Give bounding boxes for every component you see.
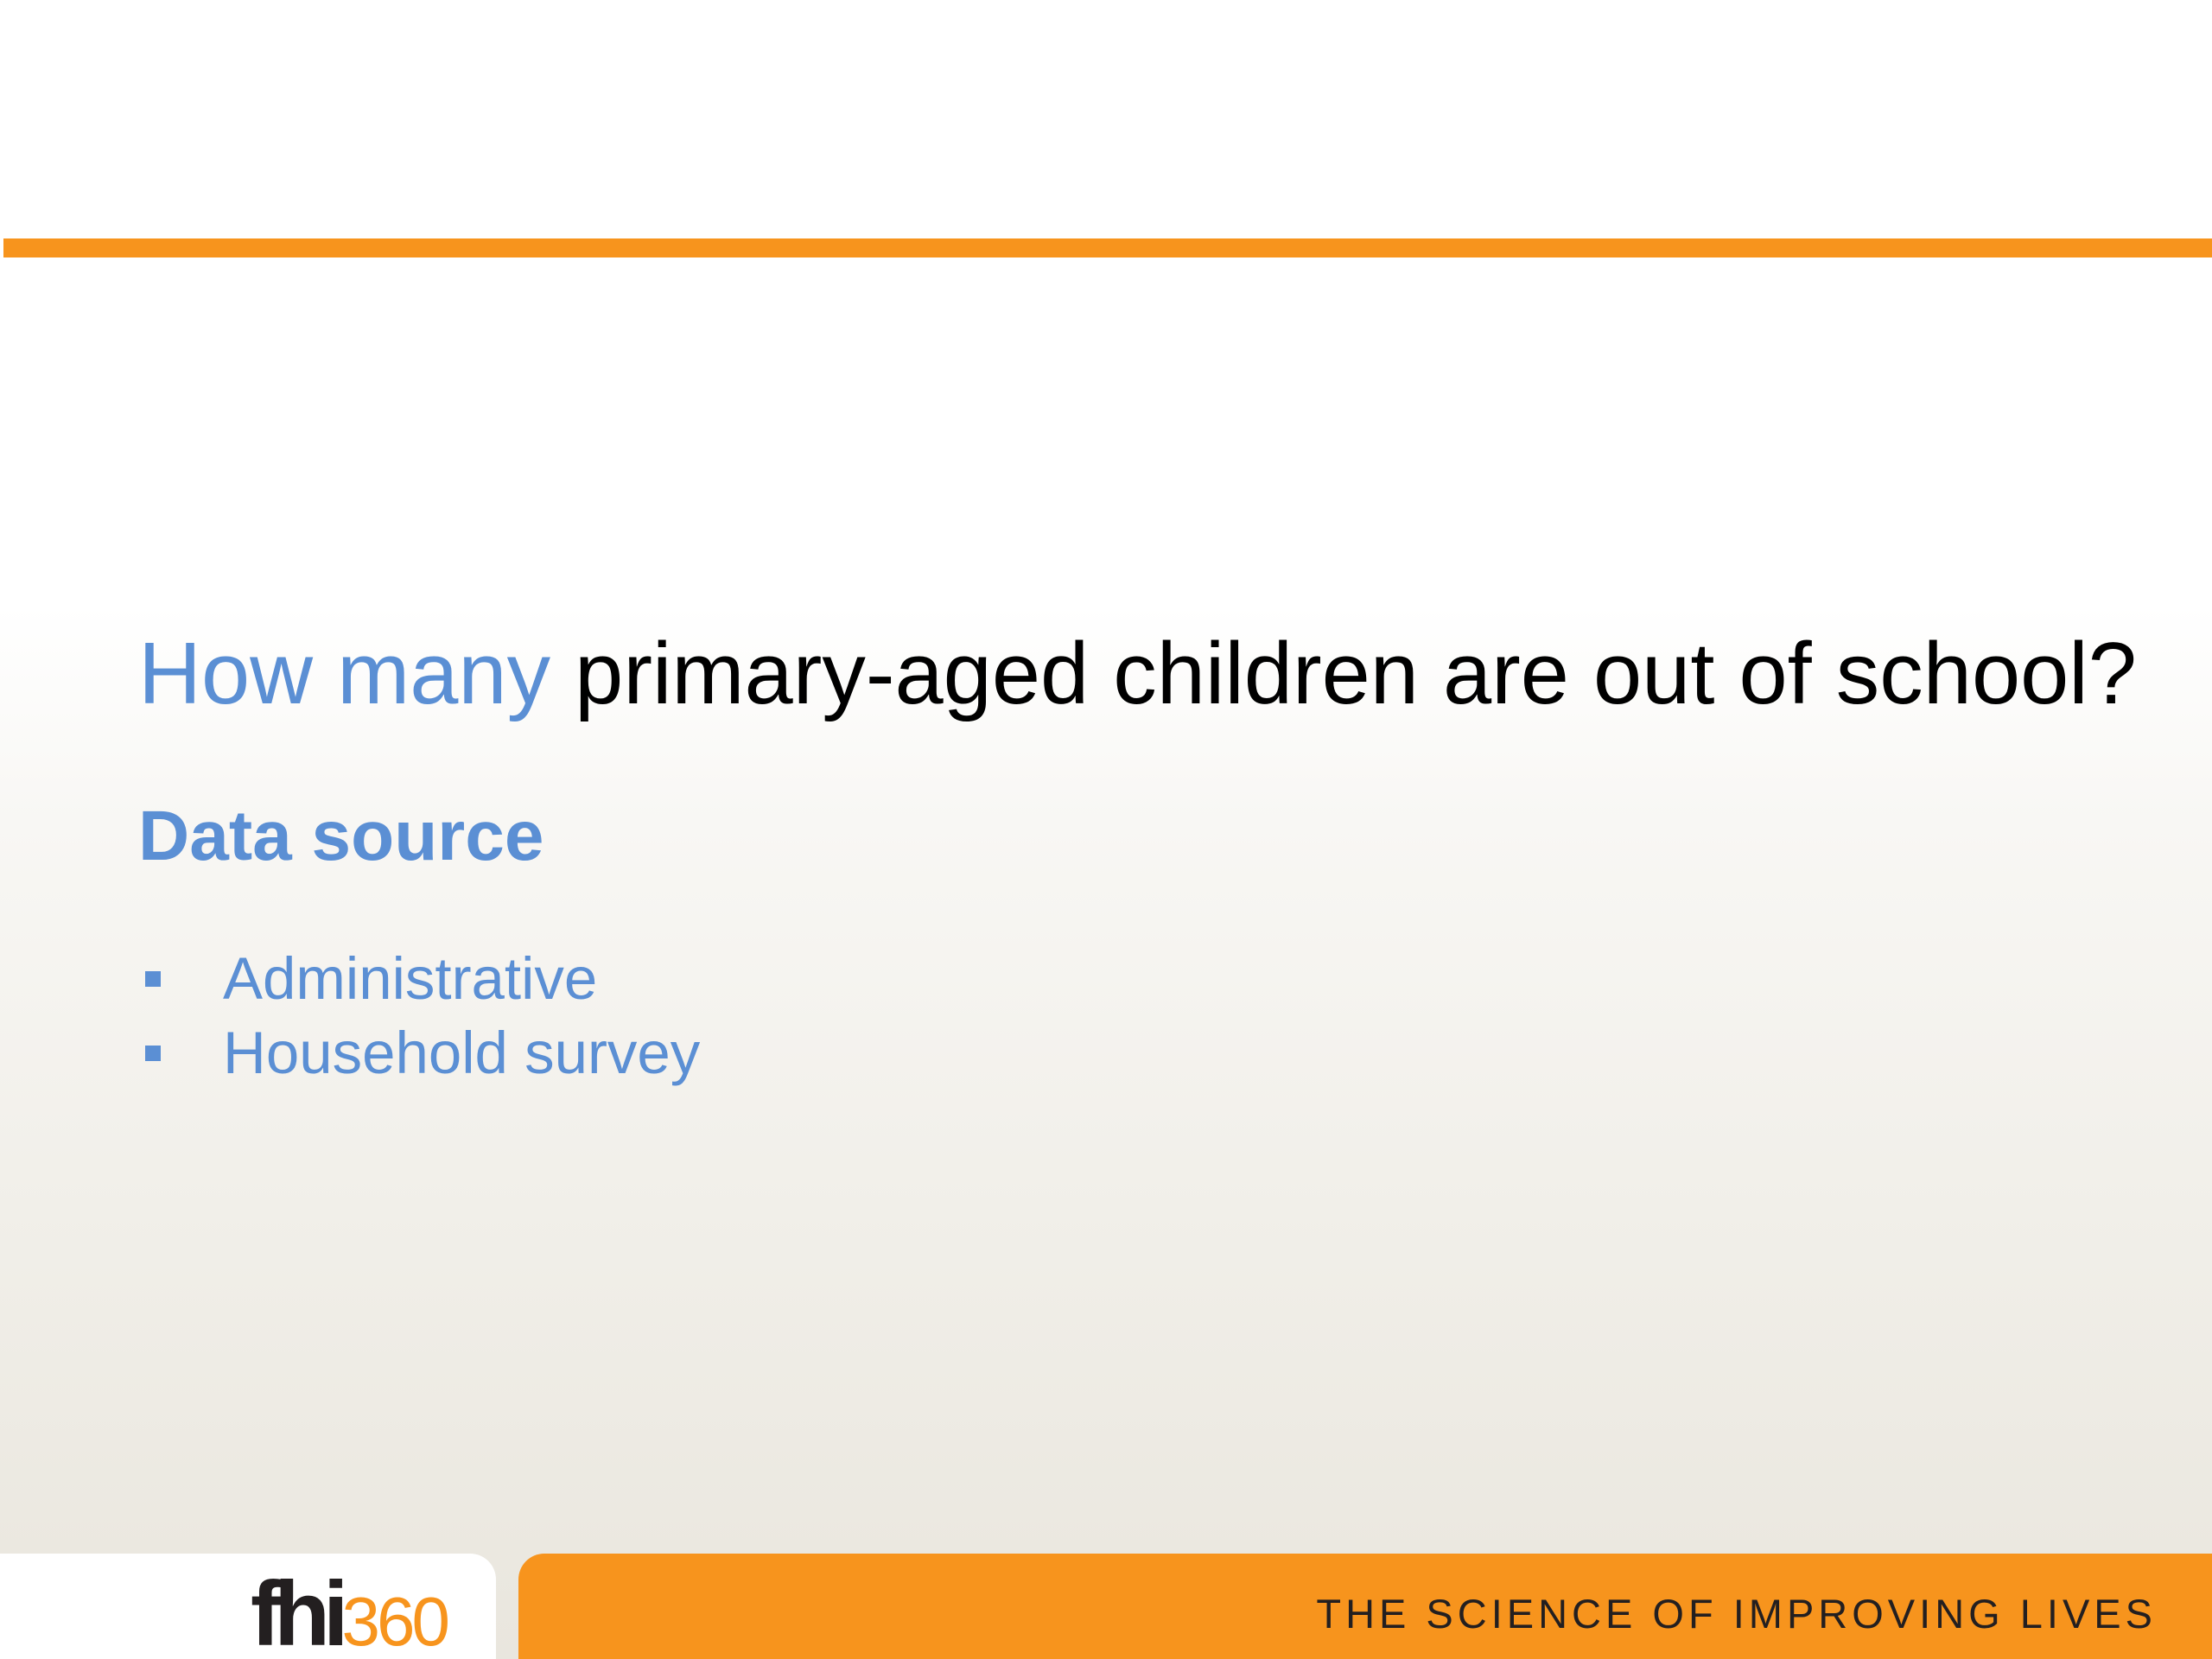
square-bullet-icon xyxy=(145,971,161,987)
logo-letters: fhi xyxy=(251,1563,342,1659)
list-item xyxy=(138,1016,700,1090)
title-rest: primary-aged children are out of school? xyxy=(550,626,2137,722)
slide-title xyxy=(138,622,2137,726)
footer-tagline: THE SCIENCE OF IMPROVING LIVES xyxy=(1316,1591,2157,1637)
logo-number: 360 xyxy=(341,1583,447,1659)
title-highlight: How many xyxy=(138,626,551,722)
bullet-list xyxy=(138,942,700,1090)
fhi360-logo xyxy=(251,1563,447,1659)
bullet-text: Administrative xyxy=(223,945,598,1012)
list-item xyxy=(138,942,700,1016)
bullet-text: Household survey xyxy=(223,1020,701,1086)
square-bullet-icon xyxy=(145,1046,161,1061)
slide-subtitle: Data source xyxy=(138,797,544,875)
top-orange-rule xyxy=(3,238,2212,257)
